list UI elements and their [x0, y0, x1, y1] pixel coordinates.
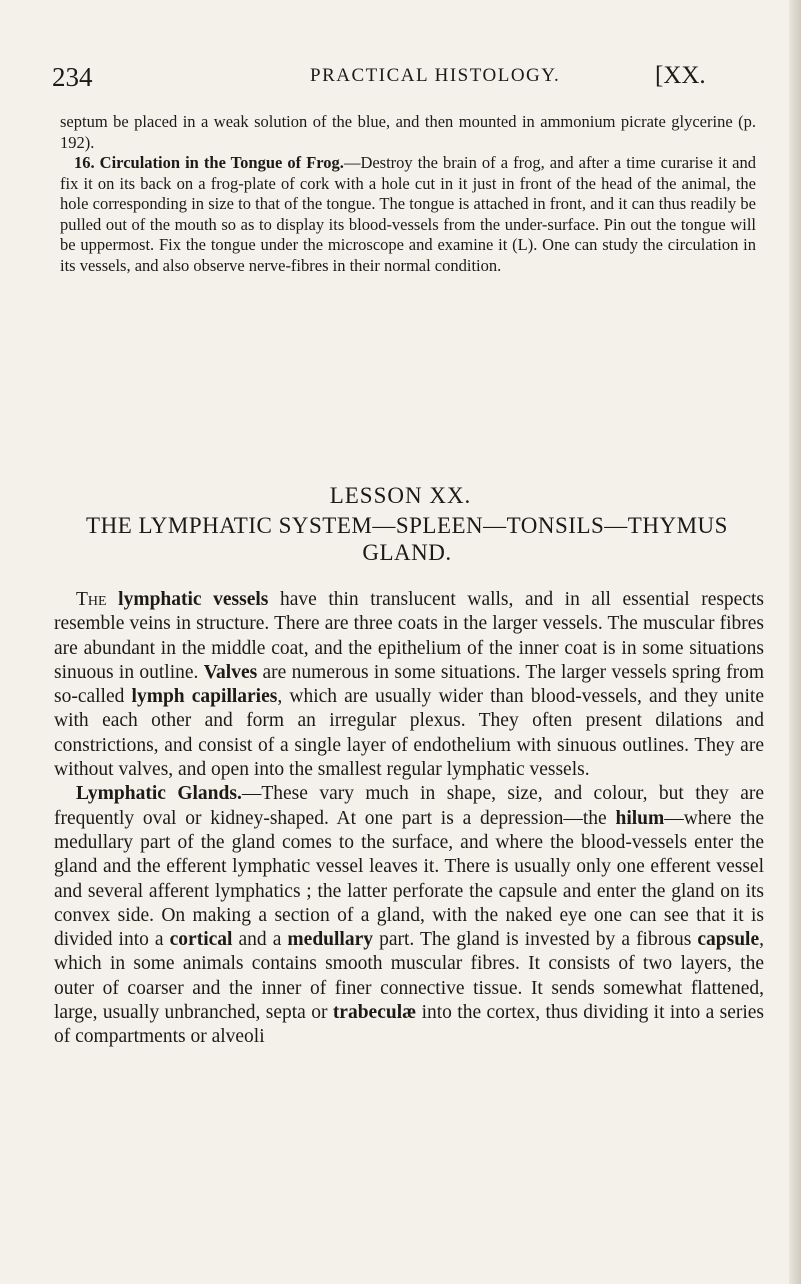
term-capsule: capsule — [697, 929, 760, 951]
paragraph-2-text-e: , which in some animals contains smooth muscular fibres. It consists of two layers, the outer of coarser and the inner of finer connective tissue. It sends somewhat flattened, large, usually unbranched, septa or — [54, 929, 765, 1024]
paragraph-lymphatic-vessels — [54, 588, 764, 782]
lesson-number: LESSON XX. — [329, 483, 472, 508]
lesson-title: THE LYMPHATIC SYSTEM—SPLEEN—TONSILS—THYMUS GLAND. — [86, 513, 728, 565]
term-cortical: cortical — [169, 929, 233, 951]
top-section — [60, 112, 756, 276]
term-trabeculae: trabeculæ — [332, 1002, 417, 1024]
page-header — [52, 62, 764, 96]
paragraph-2-text-d: part. The gland is invested by a fibrous — [373, 929, 698, 951]
term-valves: Valves — [203, 661, 258, 683]
running-title: PRACTICAL HISTOLOGY. — [310, 65, 561, 86]
page-edge — [789, 0, 801, 1284]
term-medullary: medullary — [287, 929, 374, 951]
main-text — [54, 588, 764, 1050]
paragraph-1-text-b: are numerous in some situations. The larger vessels spring from so-called — [54, 661, 764, 708]
paragraph-1-text-c: , which are usually wider than blood-vessels, and they unite with each other and form an irregular plexus. They often present dilations and constrictions, and consist of a single layer of endothelium with sinuous outlines. They are without valves, and open into the smallest regular lymphatic vessels. — [54, 686, 764, 781]
paragraph-lymphatic-glands — [54, 782, 764, 1049]
item-16-text: —Destroy the brain of a frog, and after a time curarise it and fix it on its back on a frog-plate of cork with a hole cut in it just in front of the head of the animal, the hole corresponding in size to that of the tongue. The tongue is attached in front, and it can thus readily be pulled out of the mouth so as to display its blood-vessels from the under-surface. Pin out the tongue will be uppermost. Fix the tongue under the microscope and examine it (L). One can study the circulation in its vessels, and also observe nerve-fibres in their normal condition. — [60, 153, 756, 275]
page-number: 234 — [52, 62, 93, 92]
term-lymph-capillaries: lymph capillaries — [131, 686, 278, 708]
paragraph-2-text-f: into the cortex, thus dividing it into a series of compartments or alveoli — [54, 1002, 765, 1048]
continuation-paragraph: septum be placed in a weak solution of the blue, and then mounted in ammonium picrate glycerine (p. 192). — [60, 112, 756, 152]
chapter-mark: [XX. — [655, 62, 706, 89]
term-lymphatic-vessels: lymphatic vessels — [118, 589, 269, 610]
paragraph-2-text-a: —These vary much in shape, size, and colour, but they are frequently oval or kidney-shaped. At one part is a depression—the — [54, 783, 765, 829]
item-16-paragraph — [60, 153, 756, 276]
lead-word: The — [76, 589, 107, 610]
paragraph-2-text-b: —where the medullary part of the gland comes to the surface, and where the blood-vessels enter the gland and the efferent lymphatic vessel leaves it. There is usually only one efferent vessel and several afferent lymphatics ; the latter perforate the capsule and enter the gland on its convex side. On making a section of a gland, with the naked eye one can see that it is divided into a — [54, 807, 764, 951]
item-16-heading: 16. Circulation in the Tongue of Frog. — [74, 153, 344, 172]
heading-lymphatic-glands: Lymphatic Glands. — [76, 783, 242, 805]
term-hilum: hilum — [615, 807, 665, 829]
paragraph-2-text-c: and a — [232, 929, 288, 951]
paragraph-1-text-a: have thin translucent walls, and in all essential respects resemble veins in structure. There are three coats in the larger vessels. The muscular fibres are abundant in the middle coat, and the epithelium of the inner coat is in some situations sinuous in outline. — [54, 589, 764, 683]
